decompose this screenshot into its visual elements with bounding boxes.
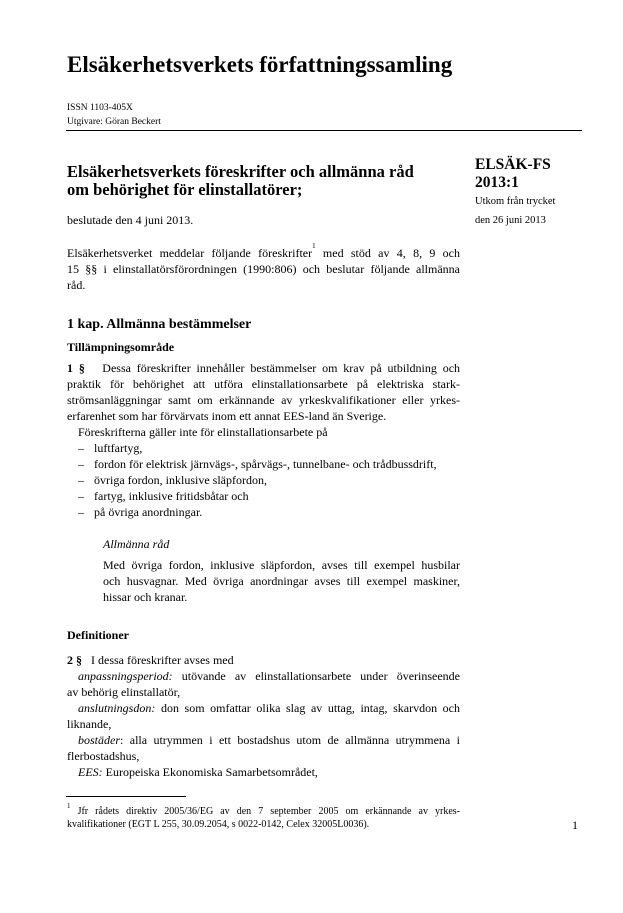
series-title: Elsäkerhetsverkets författningssamling (67, 52, 453, 77)
title-line-1: Elsäkerhetsverkets föreskrifter och allmänna råd (67, 162, 414, 181)
fs-code-line-2: 2013:1 (475, 174, 519, 191)
definition-3-line-1 (78, 733, 460, 748)
issn: ISSN 1103-405X (67, 103, 133, 113)
intro-text: Elsäkerhetsverket meddelar följande föreskrifter (67, 246, 313, 260)
chapter-heading: 1 kap. Allmänna bestämmelser (67, 317, 252, 332)
paragraph-1-line-1 (67, 361, 460, 376)
definition-text: Europeiska Ekonomiska Samarbetsområdet, (102, 765, 318, 779)
paragraph-text: Dessa föreskrifter innehåller bestämmelser om krav på utbildning och (102, 361, 461, 375)
list-dash: – (78, 473, 84, 487)
footnote-text: Jfr rådets direktiv 2005/36/EG av den 7 september 2005 om erkännande av yrkes- (70, 806, 460, 817)
list-item: fartyg, inklusive fritidsbåtar och (94, 489, 249, 503)
intro-line-3: råd. (67, 278, 86, 292)
advice-line-2: och husvagnar. Med övriga anordningar avses till exempel maskiner, (103, 574, 460, 588)
definition-text: : alla utrymmen i ett bostadshus utom de allmänna utrymmena i (120, 733, 460, 747)
intro-text: med stöd av 4, 8, 9 och (315, 246, 460, 260)
scope-heading: Tillämpningsområde (67, 340, 175, 354)
paragraph-text: I dessa föreskrifter avses med (91, 653, 234, 667)
paragraph-1-line-5: Föreskrifterna gäller inte för elinstallationsarbete på (78, 425, 328, 439)
paragraph-1-line-3: strömsanläggningar samt om erkännande av yrkeskvalifikationer eller yrkes- (67, 393, 460, 407)
definition-term: anslutningsdon: (78, 701, 156, 715)
paragraph-number: 2 § (67, 653, 82, 667)
definition-term: bostäder (78, 733, 120, 747)
footnote-ref[interactable]: 1 (312, 242, 316, 250)
intro-line-1 (67, 242, 460, 261)
list-item: på övriga anordningar. (94, 505, 203, 519)
advice-line-1: Med övriga fordon, inklusive släpfordon, avses till exempel husbilar (103, 558, 460, 572)
definition-4-line-1 (78, 765, 318, 780)
definition-3-line-2: flerbostadshus, (67, 749, 140, 763)
list-dash: – (78, 441, 84, 455)
footnote-line-2: kvalifikationer (EGT L 255, 30.09.2054, s 0022-0142, Celex 32005L0036). (67, 819, 370, 830)
title-line-2: om behörighet för elinstallatörer; (67, 180, 303, 199)
list-item: fordon för elektrisk järnvägs-, spårvägs-, tunnelbane- och trådbussdrift, (94, 457, 437, 471)
list-item: luftfartyg, (94, 441, 143, 455)
advice-heading: Allmänna råd (103, 537, 170, 551)
definition-term: EES: (78, 765, 103, 779)
definition-1-line-2: av behörig elinstallatör, (67, 685, 181, 699)
definition-text: don som omfattar olika slag av uttag, intag, skarvdon och (155, 701, 460, 715)
document-title (67, 163, 447, 199)
list-dash: – (78, 505, 84, 519)
paragraph-1-line-4: erfarenhet som har förvärvats inom ett annat EES-land än Sverige. (67, 409, 387, 423)
footnote-mark: 1 (67, 802, 71, 810)
page-number: 1 (572, 818, 578, 832)
definition-term: anpassningsperiod: (78, 669, 173, 683)
definition-2-line-2: liknande, (67, 717, 112, 731)
definition-2-line-1 (78, 701, 460, 716)
published-label: Utkom från trycket (475, 196, 556, 207)
list-dash: – (78, 489, 84, 503)
footnote-line-1 (67, 802, 460, 817)
footnote-rule (66, 796, 186, 797)
paragraph-2-intro (67, 653, 234, 668)
header-rule (66, 130, 582, 131)
definitions-heading: Definitioner (67, 628, 129, 642)
publisher: Utgivare: Göran Beckert (67, 117, 161, 127)
fs-code (475, 156, 551, 192)
paragraph-1-line-2: praktik för behörighet att utföra elinstallationsarbete på elektriska stark- (67, 377, 460, 391)
fs-code-line-1: ELSÄK-FS (475, 156, 551, 173)
list-item: övriga fordon, inklusive släpfordon, (94, 473, 267, 487)
advice-line-3: hissar och kranar. (103, 590, 188, 604)
decided-date: beslutade den 4 juni 2013. (67, 213, 194, 227)
published-date: den 26 juni 2013 (475, 215, 546, 226)
intro-line-2: 15 §§ i elinstallatörsförordningen (1990:806) och beslutar följande allmänna (67, 262, 460, 276)
paragraph-number: 1 § (67, 361, 85, 375)
list-dash: – (78, 457, 84, 471)
definition-text: utövande av elinstallationsarbete under överinseende (172, 669, 460, 683)
definition-1-line-1 (78, 669, 460, 684)
